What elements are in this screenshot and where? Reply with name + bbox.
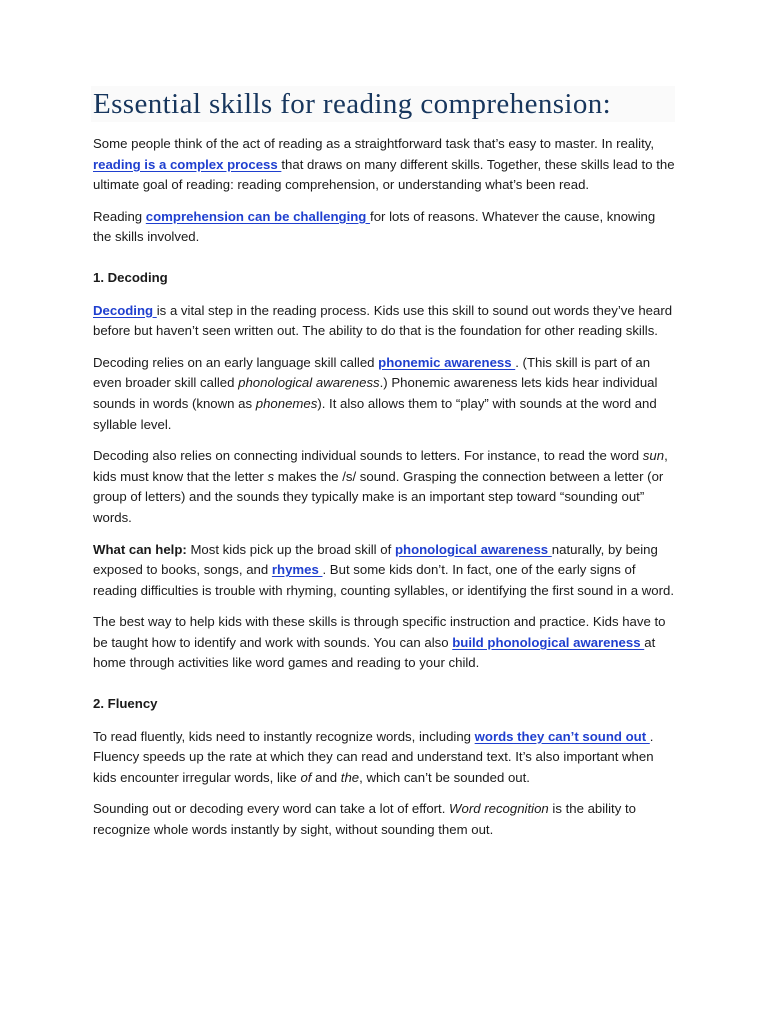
text-run: Reading bbox=[93, 208, 146, 224]
paragraph-intro bbox=[93, 134, 675, 196]
paragraph-phonemic bbox=[93, 353, 675, 435]
paragraph-word-recognition bbox=[93, 799, 675, 840]
text-run: . Fluency speeds up the rate at which they can read and understand text. It’s also important when kids encounter irregular words, like bbox=[93, 728, 654, 785]
paragraph-sounds-letters bbox=[93, 446, 675, 528]
link-decoding[interactable]: Decoding bbox=[93, 302, 157, 318]
paragraph-best-way bbox=[93, 612, 675, 674]
link-complex-process[interactable]: reading is a complex process bbox=[93, 156, 282, 172]
emphasis-text: Word recognition bbox=[449, 801, 549, 817]
link-comprehension-challenging[interactable]: comprehension can be challenging bbox=[145, 208, 371, 224]
section-heading-fluency: 2. Fluency bbox=[93, 696, 158, 712]
text-run: at home through activities like word games and reading to your child. bbox=[93, 634, 656, 671]
text-run: Decoding relies on an early language skill called bbox=[93, 354, 379, 370]
text-run: Most kids pick up the broad skill of bbox=[186, 541, 395, 557]
text-run: that draws on many different skills. Together, these skills lead to the ultimate goal of reading: reading comprehension, or understanding what’s been read. bbox=[93, 156, 675, 193]
link-rhymes[interactable]: rhymes bbox=[271, 562, 323, 578]
text-run: , which can’t be sounded out. bbox=[359, 769, 530, 785]
paragraph-challenging bbox=[93, 207, 675, 248]
emphasis-text: phonemes bbox=[255, 395, 318, 411]
paragraph-decoding-intro bbox=[93, 301, 675, 342]
article-body bbox=[93, 134, 675, 852]
text-run: To read fluently, kids need to instantly recognize words, including bbox=[93, 728, 475, 744]
emphasis-text: sun bbox=[642, 448, 665, 464]
text-run: makes the /s/ sound. Grasping the connection between a letter (or group of letters) and the sounds they typically make is an important step toward “sounding out” words. bbox=[93, 468, 664, 525]
emphasis-text: the bbox=[340, 769, 360, 785]
link-phonological-awareness[interactable]: phonological awareness bbox=[394, 541, 552, 557]
link-build-phonological-awareness[interactable]: build phonological awareness bbox=[452, 634, 645, 650]
bold-label: What can help: bbox=[93, 541, 187, 557]
paragraph-fluency bbox=[93, 727, 675, 789]
text-run: is the ability to recognize whole words instantly by sight, without sounding them out. bbox=[93, 801, 636, 838]
text-run: , kids must know that the letter bbox=[93, 448, 668, 484]
emphasis-text: s bbox=[267, 468, 275, 484]
text-run: is a vital step in the reading process. Kids use this skill to sound out words they’ve heard before but haven’t seen written out. The ability to do that is the foundation for other reading skills. bbox=[93, 302, 673, 339]
text-run: Some people think of the act of reading as a straightforward task that’s easy to master. In reality, bbox=[93, 136, 655, 151]
text-run: for lots of reasons. Whatever the cause, knowing the skills involved. bbox=[93, 208, 656, 245]
text-run: .) Phonemic awareness lets kids hear individual sounds in words (known as bbox=[93, 375, 658, 411]
link-words-cant-sound-out[interactable]: words they can’t sound out bbox=[474, 728, 650, 744]
text-run: Sounding out or decoding every word can take a lot of effort. bbox=[93, 801, 450, 817]
section-heading-decoding: 1. Decoding bbox=[93, 269, 168, 285]
emphasis-text: of bbox=[300, 769, 312, 785]
emphasis-text: phonological awareness bbox=[238, 375, 380, 391]
text-run: Decoding also relies on connecting individual sounds to letters. For instance, to read the word bbox=[93, 448, 643, 464]
text-run: naturally, by being exposed to books, songs, and bbox=[93, 541, 658, 578]
paragraph-what-can-help bbox=[93, 540, 675, 602]
text-run: . (This skill is part of an even broader skill called bbox=[93, 354, 651, 391]
text-run: . But some kids don’t. In fact, one of the early signs of reading difficulties is trouble with rhyming, counting syllables, or identifying the first sound in a word. bbox=[93, 562, 675, 598]
text-run: and bbox=[311, 769, 341, 785]
link-phonemic-awareness[interactable]: phonemic awareness bbox=[378, 354, 516, 370]
text-run: The best way to help kids with these skills is through specific instruction and practice. Kids have to be taught how to identify and work with sounds. You can also bbox=[93, 614, 666, 650]
page-title: Essential skills for reading comprehension: bbox=[91, 86, 675, 122]
text-run: ). It also allows them to “play” with sounds at the word and syllable level. bbox=[93, 395, 657, 432]
